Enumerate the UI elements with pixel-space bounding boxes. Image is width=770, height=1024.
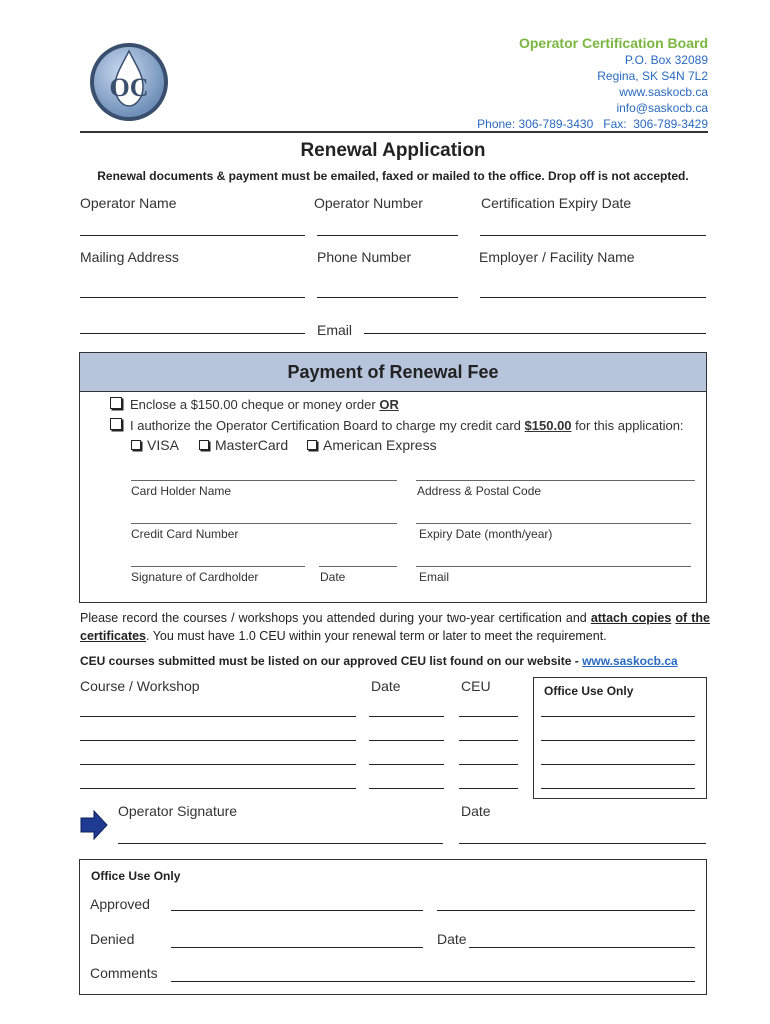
course-ceu-1[interactable]: [459, 716, 518, 717]
payment-header: [80, 353, 706, 392]
checkbox-icon[interactable]: [110, 397, 122, 409]
operator-signature-field[interactable]: [118, 843, 443, 844]
card-amex-label: American Express: [323, 437, 437, 453]
card-visa-label: VISA: [147, 437, 179, 453]
course-column-header: Course / Workshop: [80, 678, 200, 694]
office-use-title: Office Use Only: [91, 869, 181, 883]
operator-number-field[interactable]: [317, 235, 458, 236]
operator-signature-label: Operator Signature: [118, 803, 238, 819]
card-number-field[interactable]: [131, 523, 397, 524]
address-postal-field[interactable]: [416, 480, 695, 481]
fee-amount: $150.00: [524, 418, 572, 433]
checkbox-icon[interactable]: [110, 418, 122, 430]
course-row-2[interactable]: [80, 740, 356, 741]
address-postal-label: Address & Postal Code: [417, 484, 542, 498]
page-title: Renewal Application: [300, 140, 486, 161]
approved-label: Approved: [90, 896, 150, 912]
card-amex[interactable]: [307, 437, 437, 453]
signature-cardholder-label: Signature of Cardholder: [131, 570, 259, 584]
option-credit-text-end: for this application:: [571, 418, 684, 433]
operator-name-label: Operator Name: [80, 195, 177, 211]
payment-date-label: Date: [320, 570, 346, 584]
payment-email-label: Email: [419, 570, 450, 584]
or-text: OR: [379, 397, 399, 412]
option-credit[interactable]: [110, 418, 684, 433]
course-row-1[interactable]: [80, 716, 356, 717]
denied-label: Denied: [90, 931, 135, 947]
card-holder-label: Card Holder Name: [131, 484, 232, 498]
card-visa[interactable]: [131, 437, 179, 453]
office-course-4: [541, 788, 695, 789]
ceu-column-header: CEU: [461, 678, 491, 694]
course-date-4[interactable]: [369, 788, 444, 789]
signature-date-label: Date: [461, 803, 491, 819]
logo-letters: OC: [109, 73, 149, 102]
course-date-1[interactable]: [369, 716, 444, 717]
payment-title: Payment of Renewal Fee: [287, 362, 499, 382]
courses-intro-end: . You must have 1.0 CEU within your renewal term or later to meet the requirement.: [146, 629, 607, 643]
expiry-date-label: Certification Expiry Date: [481, 195, 632, 211]
signature-cardholder-field[interactable]: [131, 566, 305, 567]
operator-name-field[interactable]: [80, 235, 305, 236]
payment-date-field[interactable]: [319, 566, 397, 567]
phone-number-label: Phone Number: [317, 249, 412, 265]
phone-number-field[interactable]: [317, 297, 458, 298]
course-ceu-3[interactable]: [459, 764, 518, 765]
approved-field: [171, 910, 423, 911]
office-course-3: [541, 764, 695, 765]
operator-number-label: Operator Number: [314, 195, 423, 211]
course-date-3[interactable]: [369, 764, 444, 765]
office-date-field: [469, 947, 695, 948]
city: Regina, SK S4N 7L2: [597, 69, 708, 83]
ceu-note-text: CEU courses submitted must be listed on our approved CEU list found on our website -: [80, 654, 583, 668]
option-cheque-text: Enclose a $150.00 cheque or money order: [130, 397, 380, 412]
option-credit-text: I authorize the Operator Certification Board to charge my credit card: [130, 418, 525, 433]
course-ceu-4[interactable]: [459, 788, 518, 789]
courses-intro-text: Please record the courses / workshops you attended during your two-year certification and: [80, 611, 591, 625]
checkbox-icon[interactable]: [307, 440, 317, 450]
ceu-note: [80, 654, 678, 668]
option-cheque[interactable]: [110, 397, 399, 412]
office-date-label: Date: [437, 931, 467, 947]
header-divider: [80, 131, 708, 133]
email-label: Email: [317, 322, 353, 338]
po-box: P.O. Box 32089: [624, 53, 708, 67]
denied-field: [171, 947, 423, 948]
office-course-1: [541, 716, 695, 717]
card-number-label: Credit Card Number: [131, 527, 239, 541]
course-row-4[interactable]: [80, 788, 356, 789]
comments-field: [171, 981, 695, 982]
office-use-courses-box: [533, 677, 707, 799]
attach-copies: attach copies: [590, 611, 672, 625]
course-date-2[interactable]: [369, 740, 444, 741]
email-field[interactable]: [364, 333, 706, 334]
org-name: Operator Certification Board: [518, 35, 708, 51]
approved-field-2: [437, 910, 695, 911]
course-ceu-2[interactable]: [459, 740, 518, 741]
notice: Renewal documents & payment must be emailed, faxed or mailed to the office. Drop off is not accepted.: [97, 169, 689, 183]
email-link[interactable]: info@saskocb.ca: [616, 101, 708, 115]
expiry-field[interactable]: [416, 523, 691, 524]
mailing-address-field-2[interactable]: [80, 333, 305, 334]
logo-emblem: [88, 41, 170, 123]
mailing-address-label: Mailing Address: [80, 249, 179, 265]
ceu-website-link[interactable]: www.saskocb.ca: [582, 654, 678, 668]
card-mastercard-label: MasterCard: [215, 437, 289, 453]
checkbox-icon[interactable]: [199, 440, 209, 450]
course-row-3[interactable]: [80, 764, 356, 765]
expiry-date-field[interactable]: [480, 235, 706, 236]
employer-label: Employer / Facility Name: [479, 249, 635, 265]
expiry-label: Expiry Date (month/year): [419, 527, 553, 541]
comments-label: Comments: [90, 965, 158, 981]
office-course-2: [541, 740, 695, 741]
signature-date-field[interactable]: [459, 843, 706, 844]
mailing-address-field[interactable]: [80, 297, 305, 298]
courses-intro: [80, 609, 710, 645]
of-the-certificates: of the certificates: [80, 611, 711, 643]
arrow-right-icon: [80, 810, 108, 845]
logo: [88, 41, 170, 123]
employer-field[interactable]: [480, 297, 706, 298]
payment-email-field[interactable]: [416, 566, 691, 567]
office-use-courses-title: Office Use Only: [544, 684, 634, 698]
phone-fax: Phone: 306-789-3430 Fax: 306-789-3429: [477, 117, 708, 131]
date-column-header: Date: [371, 678, 401, 694]
checkbox-icon[interactable]: [131, 440, 141, 450]
website-link[interactable]: www.saskocb.ca: [619, 85, 708, 99]
card-mastercard[interactable]: [199, 437, 288, 453]
card-holder-field[interactable]: [131, 480, 397, 481]
